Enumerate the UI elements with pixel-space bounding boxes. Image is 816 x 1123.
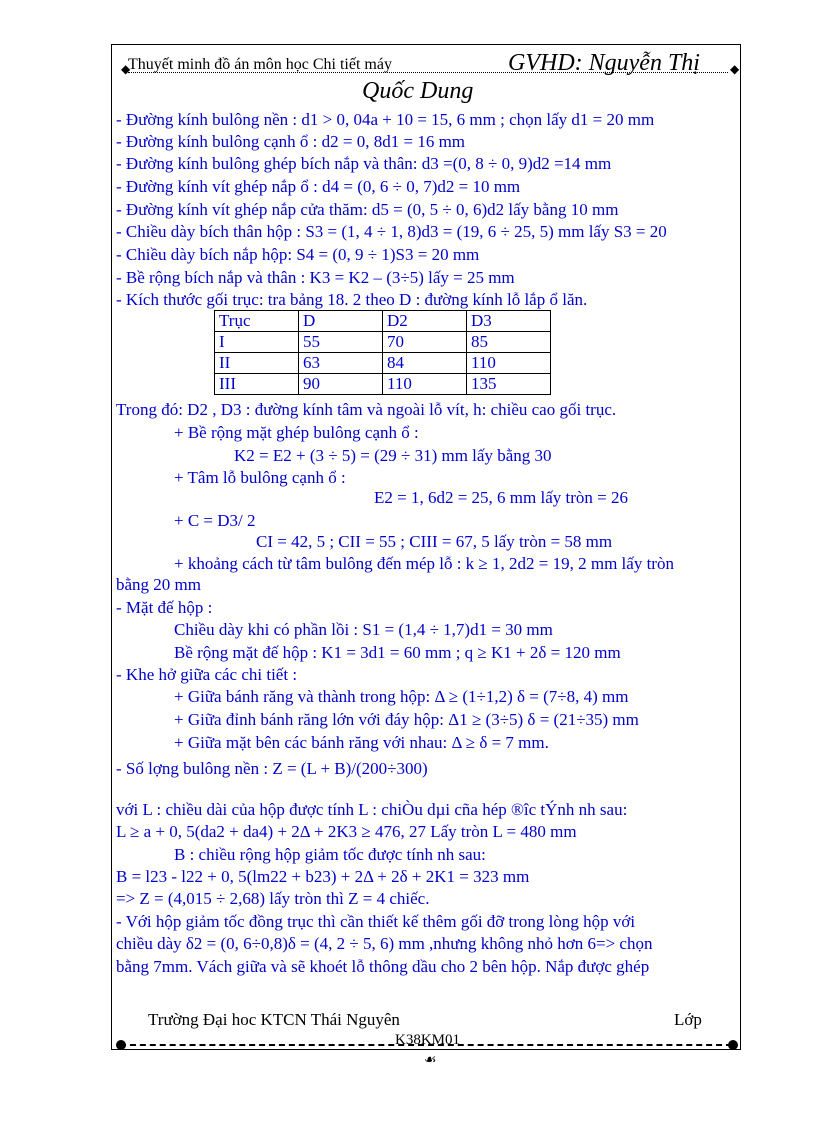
table-cell: II: [215, 353, 299, 374]
text-line: - Với hộp giảm tốc đồng trục thì cần thiết kế thêm gối đỡ trong lòng hộp với: [116, 912, 636, 931]
text-line: + khoảng cách từ tâm bulông đến mép lỗ : k ≥ 1, 2d2 = 19, 2 mm lấy tròn: [174, 554, 674, 573]
text-line: - Chiều dày bích thân hộp : S3 = (1, 4 ÷ 1, 8)d3 = (19, 6 ÷ 25, 5) mm lấy S3 = 20: [116, 222, 667, 241]
footer-class-label: Lớp: [674, 1010, 702, 1029]
text-line: => Z = (4,015 ÷ 2,68) lấy tròn thì Z = 4 chiếc.: [116, 889, 430, 908]
table-cell: 135: [467, 374, 551, 395]
header-title: Thuyết minh đồ án môn học Chi tiết máy: [128, 56, 392, 73]
header-bullet-right: ◆: [730, 62, 740, 76]
text-line: Trong đó: D2 , D3 : đường kính tâm và ngoài lỗ vít, h: chiều cao gối trục.: [116, 400, 617, 419]
table-header-row: [215, 311, 551, 332]
text-line: chiều dày δ2 = (0, 6÷0,8)δ = (4, 2 ÷ 5, 6) mm ,nhưng không nhỏ hơn 6=> chọn: [116, 934, 653, 953]
text-line: K2 = E2 + (3 ÷ 5) = (29 ÷ 31) mm lấy bằng 30: [234, 446, 552, 465]
footer-dot-left: [116, 1040, 126, 1050]
text-line: - Đường kính vít ghép nắp cửa thăm: d5 = (0, 5 ÷ 0, 6)d2 lấy bằng 10 mm: [116, 200, 619, 219]
text-line: Bề rộng mặt đế hộp : K1 = 3d1 = 60 mm ; q ≥ K1 + 2δ = 120 mm: [174, 643, 621, 662]
table-cell: 63: [299, 353, 383, 374]
footer-ornament-icon: ☙: [424, 1053, 437, 1068]
text-line: - Số lợng bulông nền : Z = (L + B)/(200÷300): [116, 759, 428, 778]
table-cell: 110: [383, 374, 467, 395]
text-line: B : chiều rộng hộp giảm tốc được tính nh sau:: [174, 845, 486, 864]
footer-dot-right: [728, 1040, 738, 1050]
text-line: bằng 7mm. Vách giữa và sẽ khoét lỗ thông dầu cho 2 bên hộp. Nắp được ghép: [116, 957, 650, 976]
table-header-cell: D3: [467, 311, 551, 332]
text-line: + Giữa bánh răng và thành trong hộp: Δ ≥ (1÷1,2) δ = (7÷8, 4) mm: [174, 687, 629, 706]
table-row: [215, 374, 551, 395]
text-line: + Giữa đỉnh bánh răng lớn với đáy hộp: Δ1 ≥ (3÷5) δ = (21÷35) mm: [174, 710, 639, 729]
table-cell: 90: [299, 374, 383, 395]
table-cell: 85: [467, 332, 551, 353]
table-header-cell: D2: [383, 311, 467, 332]
text-line: B = l23 - l22 + 0, 5(lm22 + b23) + 2Δ + 2δ + 2K1 = 323 mm: [116, 867, 530, 886]
text-line: - Khe hở giữa các chi tiết :: [116, 665, 298, 684]
text-line: - Chiều dày bích nắp hộp: S4 = (0, 9 ÷ 1)S3 = 20 mm: [116, 245, 480, 264]
text-line: + Bề rộng mặt ghép bulông cạnh ổ :: [174, 423, 419, 442]
text-line: - Đường kính vít ghép nắp ổ : d4 = (0, 6 ÷ 0, 7)d2 = 10 mm: [116, 177, 521, 196]
text-line: E2 = 1, 6d2 = 25, 6 mm lấy tròn = 26: [374, 488, 628, 507]
table-row: [215, 353, 551, 374]
table-cell: I: [215, 332, 299, 353]
text-line: - Kích thước gối trục: tra bảng 18. 2 theo D : đường kính lỗ lắp ổ lăn.: [116, 290, 588, 309]
table-header-cell: Trục: [215, 311, 299, 332]
table-cell: 84: [383, 353, 467, 374]
header-instructor: GVHD: Nguyễn Thị: [508, 50, 700, 76]
text-line: + C = D3/ 2: [174, 511, 256, 530]
table-row: [215, 332, 551, 353]
text-line: + Giữa mặt bên các bánh răng với nhau: Δ ≥ δ = 7 mm.: [174, 733, 549, 752]
text-line: L ≥ a + 0, 5(da2 + da4) + 2Δ + 2K3 ≥ 476, 27 Lấy tròn L = 480 mm: [116, 822, 577, 841]
text-line: - Đường kính bulông ghép bích nắp và thân: d3 =(0, 8 ÷ 0, 9)d2 =14 mm: [116, 154, 612, 173]
text-line: + Tâm lỗ bulông cạnh ổ :: [174, 468, 346, 487]
text-line: CI = 42, 5 ; CII = 55 ; CIII = 67, 5 lấy tròn = 58 mm: [256, 532, 613, 551]
text-line: Chiều dày khi có phần lồi : S1 = (1,4 ÷ 1,7)d1 = 30 mm: [174, 620, 553, 639]
text-line: - Bề rộng bích nắp và thân : K3 = K2 – (3÷5) lấy = 25 mm: [116, 268, 515, 287]
text-line: - Mặt đế hộp :: [116, 598, 213, 617]
footer-dashed-rule: [120, 1044, 732, 1046]
bearing-table: [214, 310, 551, 395]
header-bullet-left: ◆: [121, 62, 131, 76]
footer-school: Trường Đại hoc KTCN Thái Nguyên: [148, 1010, 400, 1029]
header-instructor-cont: Quốc Dung: [362, 78, 474, 104]
table-cell: 55: [299, 332, 383, 353]
table-cell: III: [215, 374, 299, 395]
text-line: bằng 20 mm: [116, 575, 201, 594]
table-cell: 110: [467, 353, 551, 374]
table-cell: 70: [383, 332, 467, 353]
footer-class-code: K38KM01: [395, 1032, 461, 1048]
text-line: - Đường kính bulông nền : d1 > 0, 04a + 10 = 15, 6 mm ; chọn lấy d1 = 20 mm: [116, 110, 655, 129]
text-line: - Đường kính bulông cạnh ổ : d2 = 0, 8d1 = 16 mm: [116, 132, 466, 151]
table-header-cell: D: [299, 311, 383, 332]
text-line: với L : chiều dài của hộp được tính L : chiÒu dµi cña hép ®îc tÝnh nh sau:: [116, 800, 628, 819]
